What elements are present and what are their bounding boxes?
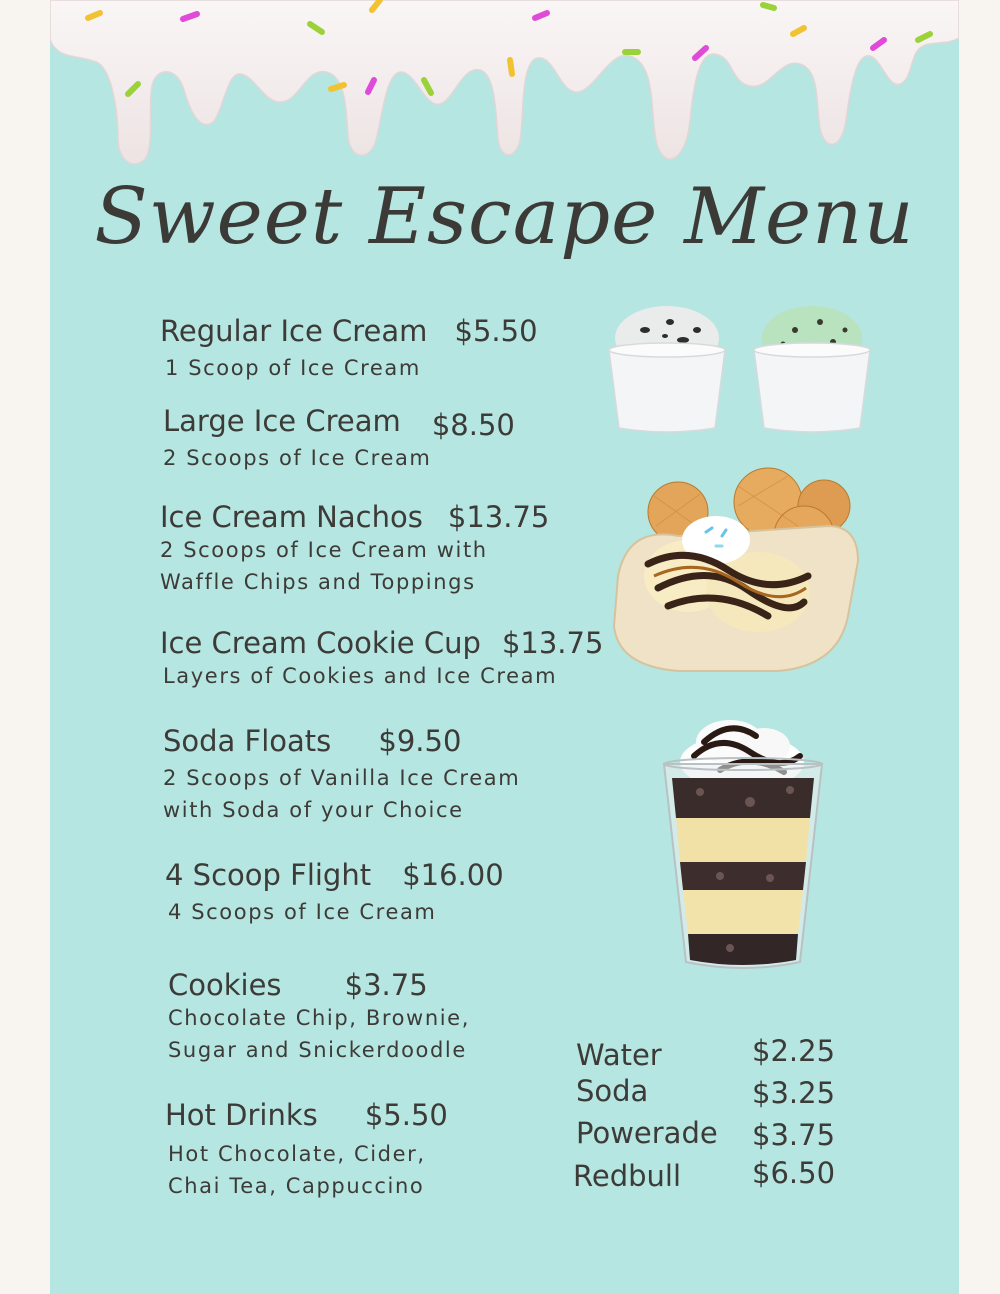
item-name: Ice Cream Nachos — [160, 500, 423, 534]
item-name: Cookies — [168, 968, 282, 1002]
item-price: $13.75 — [501, 626, 604, 660]
drink-name: Water — [576, 1038, 662, 1072]
menu-item-ice-cream-cookie-cup — [160, 626, 603, 692]
item-description: 4 Scoops of Ice Cream — [168, 900, 437, 924]
item-description: Waffle Chips and Toppings — [160, 570, 476, 594]
item-description: 2 Scoops of Ice Cream with — [160, 538, 488, 562]
drink-name: Soda — [576, 1074, 649, 1108]
menu-item-hot-drinks — [165, 1098, 448, 1202]
item-description: Hot Chocolate, Cider, — [168, 1142, 426, 1166]
item-price: $16.00 — [402, 858, 504, 892]
menu-item-4-scoop-flight — [165, 858, 504, 928]
item-name: Soda Floats — [163, 724, 332, 758]
item-description: Chai Tea, Cappuccino — [168, 1174, 425, 1198]
menu-item-soda-floats — [163, 724, 520, 826]
item-name: 4 Scoop Flight — [165, 858, 372, 892]
item-price: $5.50 — [364, 1098, 448, 1132]
item-price: $3.75 — [344, 968, 428, 1002]
item-price: $8.50 — [431, 408, 515, 442]
drink-price: $2.25 — [752, 1034, 836, 1068]
item-name: Large Ice Cream — [163, 404, 401, 438]
ice-cream-nachos-photo — [608, 466, 868, 676]
drink-price: $3.75 — [752, 1118, 836, 1152]
item-name: Hot Drinks — [165, 1098, 318, 1132]
item-name: Ice Cream Cookie Cup — [160, 626, 481, 660]
item-description: Layers of Cookies and Ice Cream — [163, 664, 558, 688]
item-price: $13.75 — [447, 500, 550, 534]
menu-item-large-ice-cream — [163, 404, 515, 474]
item-description: Chocolate Chip, Brownie, — [168, 1006, 470, 1030]
item-description: 1 Scoop of Ice Cream — [165, 356, 421, 380]
drink-price: $6.50 — [752, 1156, 836, 1190]
ice-cream-cups-photo — [605, 300, 875, 440]
menu-title: Sweet Escape Menu — [94, 172, 915, 262]
menu-page — [50, 0, 959, 1294]
menu-item-ice-cream-nachos — [160, 500, 549, 598]
menu-item-cookies — [168, 968, 470, 1066]
item-description: Sugar and Snickerdoodle — [168, 1038, 467, 1062]
drink-name: Powerade — [576, 1116, 718, 1150]
drink-price: $3.25 — [752, 1076, 836, 1110]
menu-item-regular-ice-cream — [160, 314, 538, 384]
item-description: with Soda of your Choice — [163, 798, 464, 822]
cookie-cup-parfait-photo — [660, 712, 830, 974]
item-name: Regular Ice Cream — [160, 314, 428, 348]
item-price: $5.50 — [454, 314, 538, 348]
drink-name: Redbull — [573, 1159, 681, 1193]
frosting-drip-header — [50, 0, 959, 190]
item-price: $9.50 — [378, 724, 462, 758]
item-description: 2 Scoops of Ice Cream — [163, 446, 432, 470]
item-description: 2 Scoops of Vanilla Ice Cream — [163, 766, 521, 790]
